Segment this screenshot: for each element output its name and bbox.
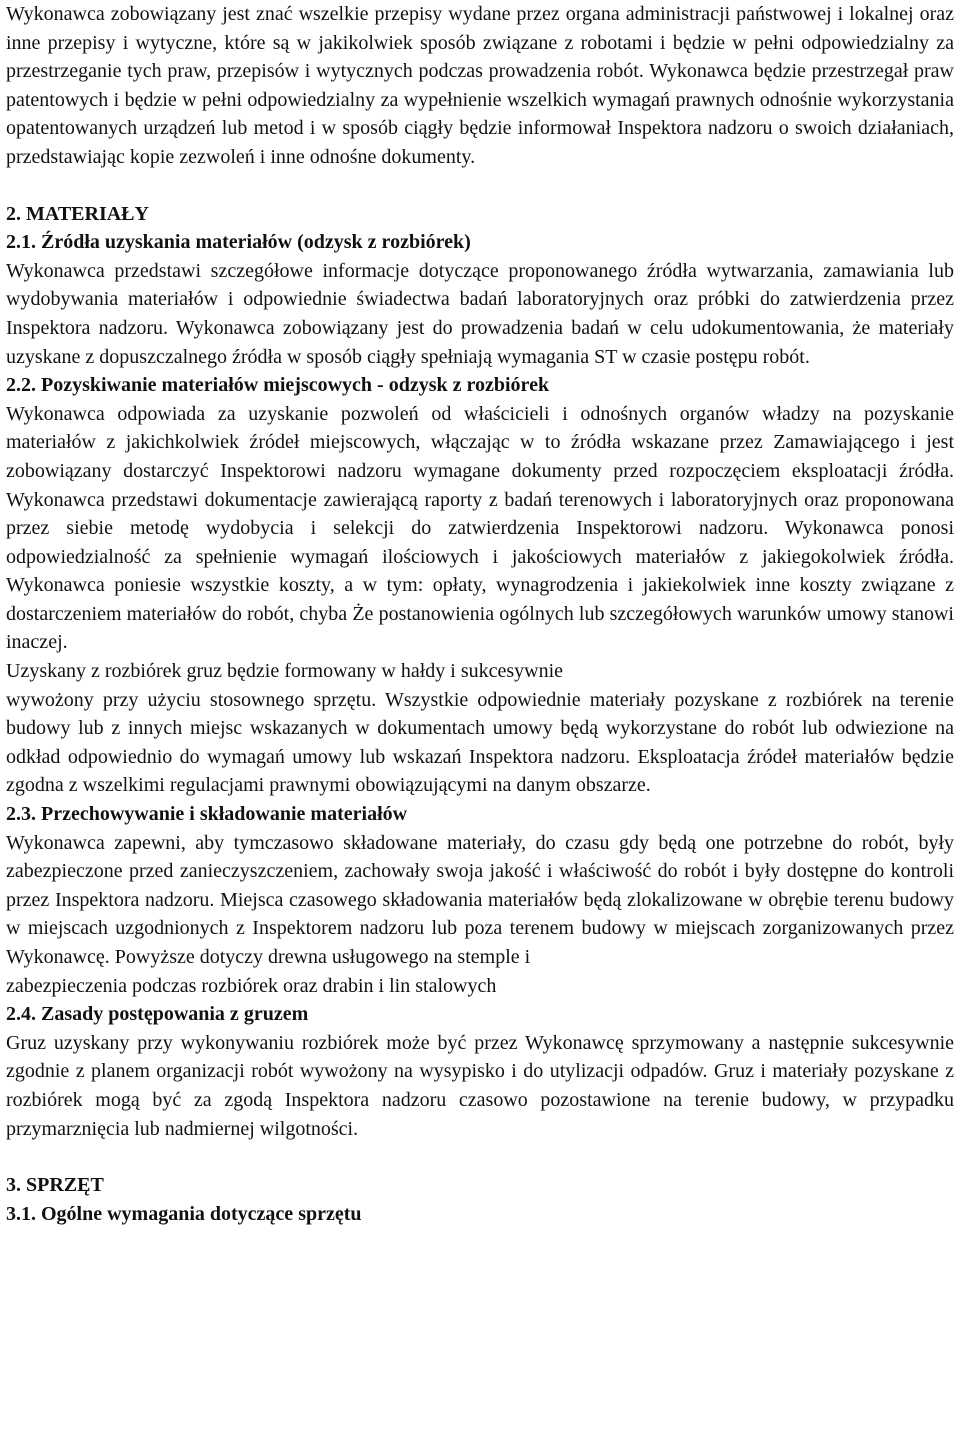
section-2-2-title: 2.2. Pozyskiwanie materiałów miejscowych - odzysk z rozbiórek (6, 374, 550, 397)
section-2-title: 2. MATERIAŁY (6, 202, 149, 225)
section-2-2-paragraph-continued: wywożony przy użyciu stosownego sprzętu. Wszystkie odpowiednie materiały pozyskane z rozbiórek na terenie budowy lub z innych miejsc wskazanych w dokumentach umowy będą wykorzystane do robót lub odwiezione na odkład odpowiednio do wymagań umowy lub wskazań Inspektora nadzoru. Eksploatacja źródeł materiałów będzie zgodna z wszelkimi regulacjami prawnymi obowiązującymi na danym obszarze. (6, 688, 954, 797)
section-2-2-paragraph-line: Uzyskany z rozbiórek gruz będzie formowany w hałdy i sukcesywnie (6, 660, 564, 683)
section-2-3-paragraph: Wykonawca zapewni, aby tymczasowo składowane materiały, do czasu gdy będą one potrzebne do robót, były zabezpieczone przed zanieczyszczeniem, zachowały swoja jakość i właściwość do robót i były dostępne do kontroli przez Inspektora nadzoru. Miejsca czasowego składowania materiałów będą zlokalizowane w obrębie terenu budowy w miejscach uzgodnionych z Inspektorem nadzoru lub poza terenem budowy w miejscach zorganizowanych przez Wykonawcę. Powyższe dotyczy drewna usługowego na stemple i (6, 831, 954, 968)
spacer (6, 1143, 954, 1171)
intro-paragraph: Wykonawca zobowiązany jest znać wszelkie przepisy wydane przez organa administracji państwowej i lokalnej oraz inne przepisy i wytyczne, które są w jakikolwiek sposób związane z robotami i będzie w pełni odpowiedzialny za przestrzeganie tych praw, przepisów i wytycznych podczas prowadzenia robót. Wykonawca będzie przestrzegał praw patentowych i będzie w pełni odpowiedzialny za wypełnienie wszelkich wymagań prawnych odnośnie wykorzystania opatentowanych urządzeń lub metod i w sposób ciągły będzie informował Inspektora nadzoru o swoich działaniach, przedstawiając kopie zezwoleń i inne odnośne dokumenty. (6, 3, 954, 168)
section-2-3-title: 2.3. Przechowywanie i składowanie materiałów (6, 803, 408, 826)
section-2-2-paragraph: Wykonawca odpowiada za uzyskanie pozwoleń od właścicieli i odnośnych organów władzy na pozyskanie materiałów z jakichkolwiek źródeł miejscowych, włączając w to źródła wskazane przez Zamawiającego i jest zobowiązany dostarczyć Inspektorowi nadzoru wymagane dokumenty przed rozpoczęciem eksploatacji źródła. Wykonawca przedstawi dokumentacje zawierającą raporty z badań terenowych i laboratoryjnych oraz proponowana przez siebie metodę wydobycia i selekcji do zatwierdzenia Inspektorowi nadzoru. Wykonawca ponosi odpowiedzialność za spełnienie wymagań ilościowych i jakościowych materiałów z jakiegokolwiek źródła. Wykonawca poniesie wszystkie koszty, a w tym: opłaty, wynagrodzenia i jakiekolwiek inne koszty związane z dostarczeniem materiałów do robót, chyba Że postanowienia ogólnych lub szczegółowych warunków umowy stanowi inaczej. (6, 402, 954, 654)
section-2-4-paragraph: Gruz uzyskany przy wykonywaniu rozbiórek może być przez Wykonawcę sprzymowany a następnie sukcesywnie zgodnie z planem organizacji robót wywożony na wysypisko i do utylizacji odpadów. Gruz i materiały pozyskane z rozbiórek mogą być za zgodą Inspektora nadzoru czasowo pozostawione na terenie budowy, w przypadku przymarznięcia lub nadmiernej wilgotności. (6, 1031, 954, 1140)
section-2-1-paragraph: Wykonawca przedstawi szczegółowe informacje dotyczące proponowanego źródła wytwarzania, zamawiania lub wydobywania materiałów i odpowiednie świadectwa badań laboratoryjnych oraz próbki do zatwierdzenia przez Inspektora nadzoru. Wykonawca zobowiązany jest do prowadzenia badań w celu udokumentowania, że materiały uzyskane z dopuszczalnego źródła w sposób ciągły spełniają wymagania ST w czasie postępu robót. (6, 259, 954, 368)
section-2-4-title: 2.4. Zasady postępowania z gruzem (6, 1003, 309, 1026)
section-2-3-paragraph-line: zabezpieczenia podczas rozbiórek oraz drabin i lin stalowych (6, 974, 497, 997)
spacer (6, 172, 954, 200)
section-3-title: 3. SPRZĘT (6, 1174, 104, 1197)
section-2-1-title: 2.1. Źródła uzyskania materiałów (odzysk z rozbiórek) (6, 231, 471, 254)
document-page (6, 0, 954, 1228)
section-3-1-title: 3.1. Ogólne wymagania dotyczące sprzętu (6, 1202, 362, 1225)
